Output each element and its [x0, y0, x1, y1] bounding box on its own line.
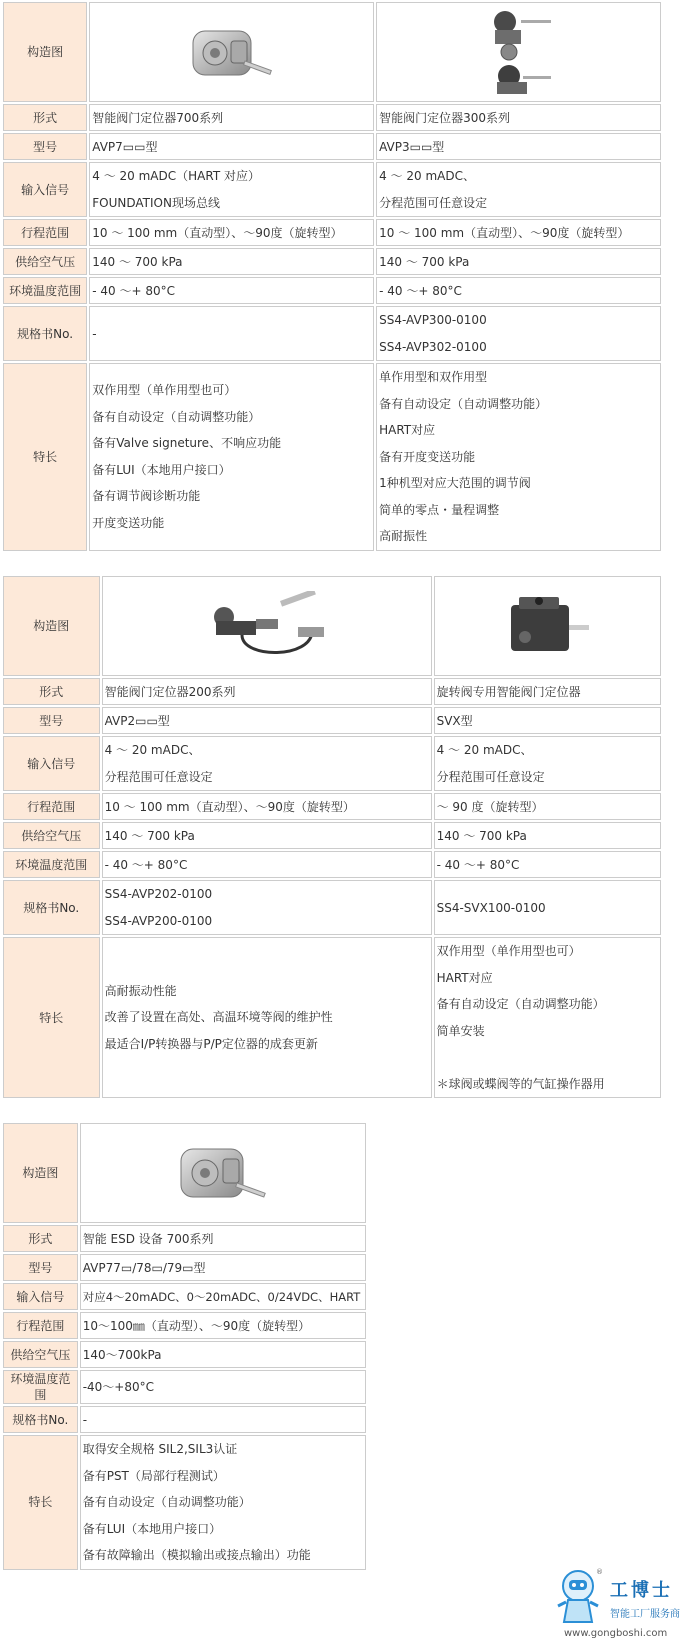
air-value: 140～700kPa — [80, 1341, 366, 1368]
spec-table-1 — [1, 0, 663, 553]
air-value: 140 ～ 700 kPa — [434, 822, 661, 849]
input-line: 4 ～ 20 mADC、 — [104, 743, 201, 757]
spec-line: SS4-AVP302-0100 — [379, 339, 487, 354]
spec-table-3 — [1, 1121, 368, 1572]
product-image-svx — [434, 576, 661, 676]
stroke-value: 10 ～ 100 mm（直动型）、～90度（旋转型） — [376, 219, 661, 246]
model-value: SVX型 — [434, 707, 661, 734]
product-image-esd700 — [80, 1123, 366, 1223]
spec-value — [102, 880, 432, 935]
feature-item: 改善了设置在高处、高温环境等阀的维护性 — [104, 1010, 333, 1025]
features-list — [89, 363, 374, 551]
label-model: 型号 — [3, 133, 87, 160]
air-value: 140 ～ 700 kPa — [102, 822, 432, 849]
form-value: 智能 ESD 设备 700系列 — [80, 1225, 366, 1252]
spec-line: SS4-AVP202-0100 — [104, 887, 213, 901]
features-list — [102, 937, 432, 1098]
product-image-avp200 — [102, 576, 432, 676]
feature-item: 备有Valve signeture、不响应功能 — [92, 436, 282, 451]
temp-value: - 40 ～+ 80°C — [102, 851, 432, 878]
product-image-avp700 — [89, 2, 374, 102]
feature-item: 双作用型（单作用型也可） — [92, 383, 237, 398]
spec-value: - — [80, 1406, 366, 1433]
label-air: 供给空气压 — [3, 1341, 78, 1368]
feature-item: 备有自动设定（自动调整功能） — [82, 1495, 251, 1509]
feature-item: 双作用型（单作用型也可） — [436, 944, 581, 958]
label-model: 型号 — [3, 1254, 78, 1281]
label-form: 形式 — [3, 678, 100, 705]
label-input: 输入信号 — [3, 162, 87, 217]
feature-item: 最适合I/P转换器与P/P定位器的成套更新 — [104, 1036, 318, 1051]
label-spec: 规格书No. — [3, 880, 100, 935]
input-line: FOUNDATION现场总线 — [92, 195, 220, 210]
feature-item: 取得安全规格 SIL2,SIL3认证 — [82, 1442, 238, 1456]
product-image-avp300 — [376, 2, 661, 102]
positioner-svx-image — [497, 591, 597, 661]
temp-value: - 40 ～+ 80°C — [434, 851, 661, 878]
feature-item: HART对应 — [436, 970, 493, 985]
feature-item: 备有调节阀诊断功能 — [92, 489, 201, 504]
svg-text:®: ® — [596, 1568, 603, 1576]
feature-item: 开度变送功能 — [92, 515, 165, 530]
label-model: 型号 — [3, 707, 100, 734]
form-value: 旋转阀专用智能阀门定位器 — [434, 678, 661, 705]
label-feature: 特长 — [3, 363, 87, 551]
model-value: AVP3▭▭型 — [376, 133, 661, 160]
label-temp: 环境温度范围 — [3, 277, 87, 304]
model-value: AVP2▭▭型 — [102, 707, 432, 734]
air-value: 140 ～ 700 kPa — [89, 248, 374, 275]
label-spec: 规格书No. — [3, 306, 87, 361]
feature-item: 备有LUI（本地用户接口） — [82, 1521, 222, 1536]
form-value: 智能阀门定位器200系列 — [102, 678, 432, 705]
brand-name: 工博士 — [610, 1580, 673, 1601]
spec-table-2 — [1, 574, 663, 1100]
label-structure: 构造图 — [3, 576, 100, 676]
label-stroke: 行程范围 — [3, 793, 100, 820]
label-form: 形式 — [3, 104, 87, 131]
feature-item — [437, 1044, 658, 1071]
label-feature: 特长 — [3, 1435, 78, 1570]
feature-item: 高耐振动性能 — [104, 983, 177, 998]
form-value: 智能阀门定位器700系列 — [89, 104, 374, 131]
robot-mascot-icon — [552, 1566, 608, 1628]
model-value: AVP77▭/78▭/79▭型 — [80, 1254, 366, 1281]
features-list — [80, 1435, 366, 1570]
stroke-value: 10 ～ 100 mm（直动型）、～90度（旋转型） — [102, 793, 432, 820]
input-line: 4 ～ 20 mADC、 — [379, 169, 475, 183]
input-line: 分程范围可任意设定 — [379, 195, 488, 210]
input-value — [434, 736, 661, 791]
label-air: 供给空气压 — [3, 822, 100, 849]
label-stroke: 行程范围 — [3, 1312, 78, 1339]
feature-item: 1种机型对应大范围的调节阀 — [379, 476, 531, 490]
spec-value: SS4-SVX100-0100 — [434, 880, 661, 935]
features-list — [434, 937, 661, 1098]
brand-url: www.gongboshi.com — [564, 1628, 668, 1639]
input-line: 分程范围可任意设定 — [104, 769, 213, 784]
input-line: 4 ～ 20 mADC（HART 对应） — [92, 169, 260, 183]
feature-item: 备有开度变送功能 — [379, 449, 476, 464]
input-value — [376, 162, 661, 217]
features-list — [376, 363, 661, 551]
form-value: 智能阀门定位器300系列 — [376, 104, 661, 131]
input-value — [89, 162, 374, 217]
positioner-300-image — [479, 4, 559, 100]
label-input: 输入信号 — [3, 736, 100, 791]
feature-item: 简单的零点・量程调整 — [379, 502, 500, 517]
spec-value — [376, 306, 661, 361]
feature-item: 高耐振性 — [379, 529, 428, 543]
temp-value: - 40 ～+ 80°C — [376, 277, 661, 304]
model-value: AVP7▭▭型 — [89, 133, 374, 160]
temp-value: -40～+80°C — [80, 1370, 366, 1404]
feature-item: 备有故障输出（模拟输出或接点输出）功能 — [82, 1548, 311, 1562]
feature-item: 备有自动设定（自动调整功能） — [436, 997, 605, 1011]
label-temp: 环境温度范围 — [3, 851, 100, 878]
label-structure: 构造图 — [3, 2, 87, 102]
feature-item: 备有PST（局部行程测试） — [82, 1468, 225, 1483]
label-stroke: 行程范围 — [3, 219, 87, 246]
input-value — [102, 736, 432, 791]
air-value: 140 ～ 700 kPa — [376, 248, 661, 275]
positioner-700-image — [187, 17, 277, 87]
feature-item: 备有自动设定（自动调整功能） — [92, 409, 261, 424]
feature-item: 备有自动设定（自动调整功能） — [379, 396, 548, 411]
feature-item: HART对应 — [379, 423, 436, 437]
input-line: 分程范围可任意设定 — [436, 769, 545, 784]
spec-value: - — [89, 306, 374, 361]
feature-item: 备有LUI（本地用户接口） — [92, 462, 231, 477]
label-feature: 特长 — [3, 937, 100, 1098]
positioner-200-image — [202, 591, 332, 661]
label-input: 输入信号 — [3, 1283, 78, 1310]
gongboshi-watermark — [552, 1558, 692, 1644]
spec-line: SS4-AVP300-0100 — [379, 313, 487, 327]
stroke-value: 10～100㎜（直动型）、～90度（旋转型） — [80, 1312, 366, 1339]
esd-700-image — [173, 1137, 273, 1209]
label-temp: 环境温度范围 — [3, 1370, 78, 1404]
stroke-value: 10 ～ 100 mm（直动型）、～90度（旋转型） — [89, 219, 374, 246]
label-form: 形式 — [3, 1225, 78, 1252]
feature-item: 单作用型和双作用型 — [379, 370, 488, 384]
label-air: 供给空气压 — [3, 248, 87, 275]
spec-line: SS4-AVP200-0100 — [104, 913, 213, 928]
stroke-value: ～ 90 度（旋转型） — [434, 793, 661, 820]
label-spec: 规格书No. — [3, 1406, 78, 1433]
label-structure: 构造图 — [3, 1123, 78, 1223]
feature-item: 简单安装 — [436, 1023, 485, 1038]
feature-item: ＊球阀或蝶阀等的气缸操作器用 — [436, 1076, 605, 1091]
brand-tagline: 智能工厂服务商 — [610, 1609, 680, 1620]
input-line: 4 ～ 20 mADC、 — [436, 743, 533, 757]
temp-value: - 40 ～+ 80°C — [89, 277, 374, 304]
input-value: 对应4～20mADC、0～20mADC、0/24VDC、HART — [80, 1283, 366, 1310]
